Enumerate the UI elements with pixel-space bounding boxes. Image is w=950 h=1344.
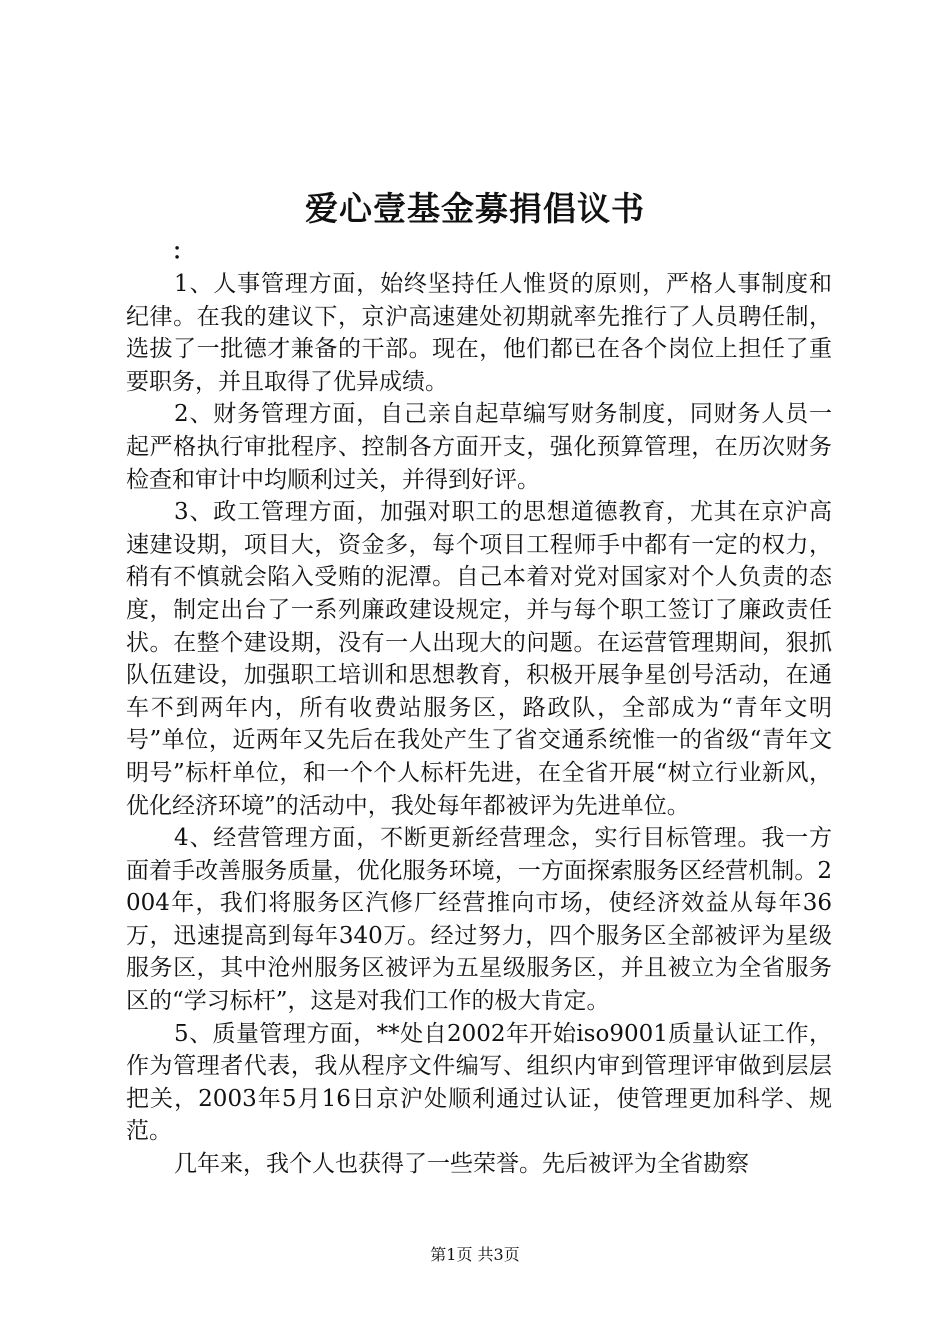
document-body [126, 268, 832, 1181]
paragraph-quality: 5、质量管理方面，**处自2002年开始iso9001质量认证工作，作为管理者代表，我从程序文件编写、组织内审到管理评审做到层层把关，2003年5月16日京沪处顺利通过认证，使管理更加科学、规范。 [126, 1020, 832, 1145]
paragraph-finance: 2、财务管理方面，自己亲自起草编写财务制度，同财务人员一起严格执行审批程序、控制各方面开支，强化预算管理，在历次财务检查和审计中均顺利过关，并得到好评。 [126, 401, 832, 493]
paragraph-honors: 几年来，我个人也获得了一些荣誉。先后被评为全省勘察 [174, 1151, 749, 1178]
paragraph-political-work: 3、政工管理方面，加强对职工的思想道德教育，尤其在京沪高速建设期，项目大，资金多，每个项目工程师手中都有一定的权力，稍有不慎就会陷入受贿的泥潭。自己本着对党对国家对个人负责的态度，制定出台了一系列廉政建设规定，并与每个职工签订了廉政责任状。在整个建设期，没有一人出现大的问题。在运营管理期间，狠抓队伍建设，加强职工培训和思想教育，积极开展争星创号活动，在通车不到两年内，所有收费站服务区，路政队，全部成为“青年文明号”单位，近两年又先后在我处产生了省交通系统惟一的省级“青年文明号”标杆单位，和一个个人标杆先进，在全省开展“树立行业新风，优化经济环境”的活动中，我处每年都被评为先进单位。 [126, 499, 832, 819]
document-title: 爱心壹基金募捐倡议书 [305, 189, 645, 228]
paragraph-operations: 4、经营管理方面，不断更新经营理念，实行目标管理。我一方面着手改善服务质量，优化服务环境，一方面探索服务区经营机制。2004年，我们将服务区汽修厂经营推向市场，使经济效益从每年36万，迅速提高到每年340万。经过努力，四个服务区全部被评为星级服务区，其中沧州服务区被评为五星级服务区，并且被立为全省服务区的“学习标杆”，这是对我们工作的极大肯定。 [126, 825, 832, 1015]
page-indicator: 第1页 共3页 [430, 1245, 520, 1264]
salutation-colon: ： [172, 239, 195, 265]
paragraph-personnel: 1、人事管理方面，始终坚持任人惟贤的原则，严格人事制度和纪律。在我的建议下，京沪高速建处初期就率先推行了人员聘任制，选拔了一批德才兼备的干部。现在，他们都已在各个岗位上担任了重要职务，并且取得了优异成绩。 [126, 271, 832, 395]
